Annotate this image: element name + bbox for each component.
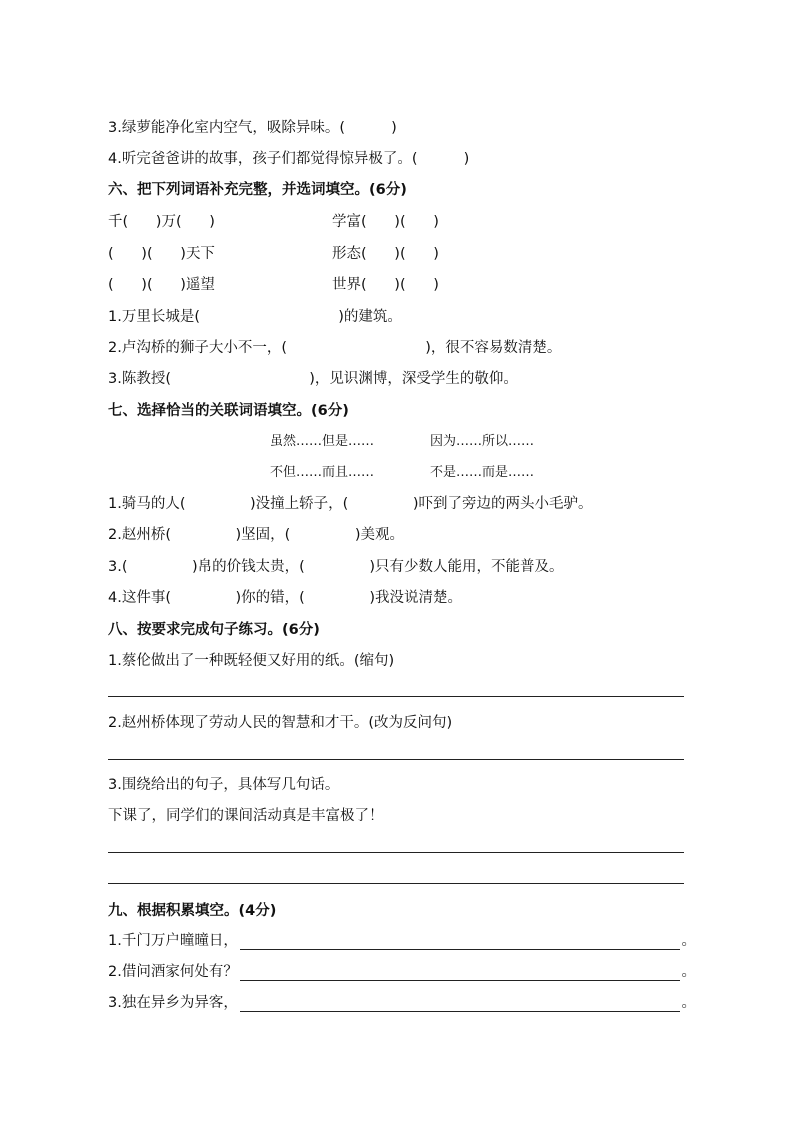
sec9-row-2 xyxy=(108,959,696,981)
sec6-question-3: 3.陈教授( )，见识渊博，深受学生的敬仰。 xyxy=(108,371,518,387)
sec7-option-4: 不是……而是…… xyxy=(430,465,535,480)
sec9-question-1: 1.千门万户曈曈日， xyxy=(108,933,238,949)
answer-line-4[interactable] xyxy=(108,883,684,884)
poem-blank-1[interactable] xyxy=(240,931,680,950)
sec9-row-1 xyxy=(108,928,696,950)
sec8-question-2: 2.赵州桥体现了劳动人民的智慧和才干。(改为反问句) xyxy=(108,715,453,731)
sec6-word-1a: 千( )万( ) xyxy=(108,214,215,230)
poem-blank-2[interactable] xyxy=(240,962,680,981)
sec7-option-3: 不但……而且…… xyxy=(270,465,375,480)
sec9-question-2: 2.借问酒家何处有？ xyxy=(108,964,238,980)
sec9-row-3 xyxy=(108,990,696,1012)
period-mark: 。 xyxy=(681,995,696,1011)
sec7-option-2: 因为……所以…… xyxy=(430,434,535,449)
answer-line-1[interactable] xyxy=(108,696,684,697)
sec7-question-1: 1.骑马的人( )没撞上轿子，( )吓到了旁边的两头小毛驴。 xyxy=(108,496,593,512)
sec7-title: 七、选择恰当的关联词语填空。(6分) xyxy=(108,403,349,419)
sec8-question-3-sentence: 下课了，同学们的课间活动真是丰富极了！ xyxy=(108,808,384,824)
sec6-question-1: 1.万里长城是( )的建筑。 xyxy=(108,309,402,325)
sec8-question-3: 3.围绕给出的句子，具体写几句话。 xyxy=(108,777,340,793)
period-mark: 。 xyxy=(681,933,696,949)
sec5-question-3: 3.绿萝能净化室内空气，吸除异味。( ) xyxy=(108,120,397,136)
sec6-question-2: 2.卢沟桥的狮子大小不一，( )，很不容易数清楚。 xyxy=(108,340,562,356)
sec7-option-1: 虽然……但是…… xyxy=(270,434,375,449)
answer-line-2[interactable] xyxy=(108,759,684,760)
sec5-question-4: 4.听完爸爸讲的故事，孩子们都觉得惊异极了。( ) xyxy=(108,151,470,167)
period-mark: 。 xyxy=(681,964,696,980)
sec8-title: 八、按要求完成句子练习。(6分) xyxy=(108,622,320,638)
sec6-word-3a: ( )( )遥望 xyxy=(108,277,215,293)
sec6-word-2b: 形态( )( ) xyxy=(332,246,439,262)
sec7-question-2: 2.赵州桥( )坚固，( )美观。 xyxy=(108,527,405,543)
sec6-word-1b: 学富( )( ) xyxy=(332,214,439,230)
poem-blank-3[interactable] xyxy=(240,993,680,1012)
sec8-question-1: 1.蔡伦做出了一种既轻便又好用的纸。(缩句) xyxy=(108,653,395,669)
sec6-title: 六、把下列词语补充完整，并选词填空。(6分) xyxy=(108,182,407,198)
sec6-word-2a: ( )( )天下 xyxy=(108,246,215,262)
sec7-question-3: 3.( )帛的价钱太贵，( )只有少数人能用，不能普及。 xyxy=(108,559,564,575)
answer-line-3[interactable] xyxy=(108,852,684,853)
sec9-question-3: 3.独在异乡为异客， xyxy=(108,995,238,1011)
sec6-word-3b: 世界( )( ) xyxy=(332,277,439,293)
sec9-title: 九、根据积累填空。(4分) xyxy=(108,903,277,919)
sec7-question-4: 4.这件事( )你的错，( )我没说清楚。 xyxy=(108,590,463,606)
